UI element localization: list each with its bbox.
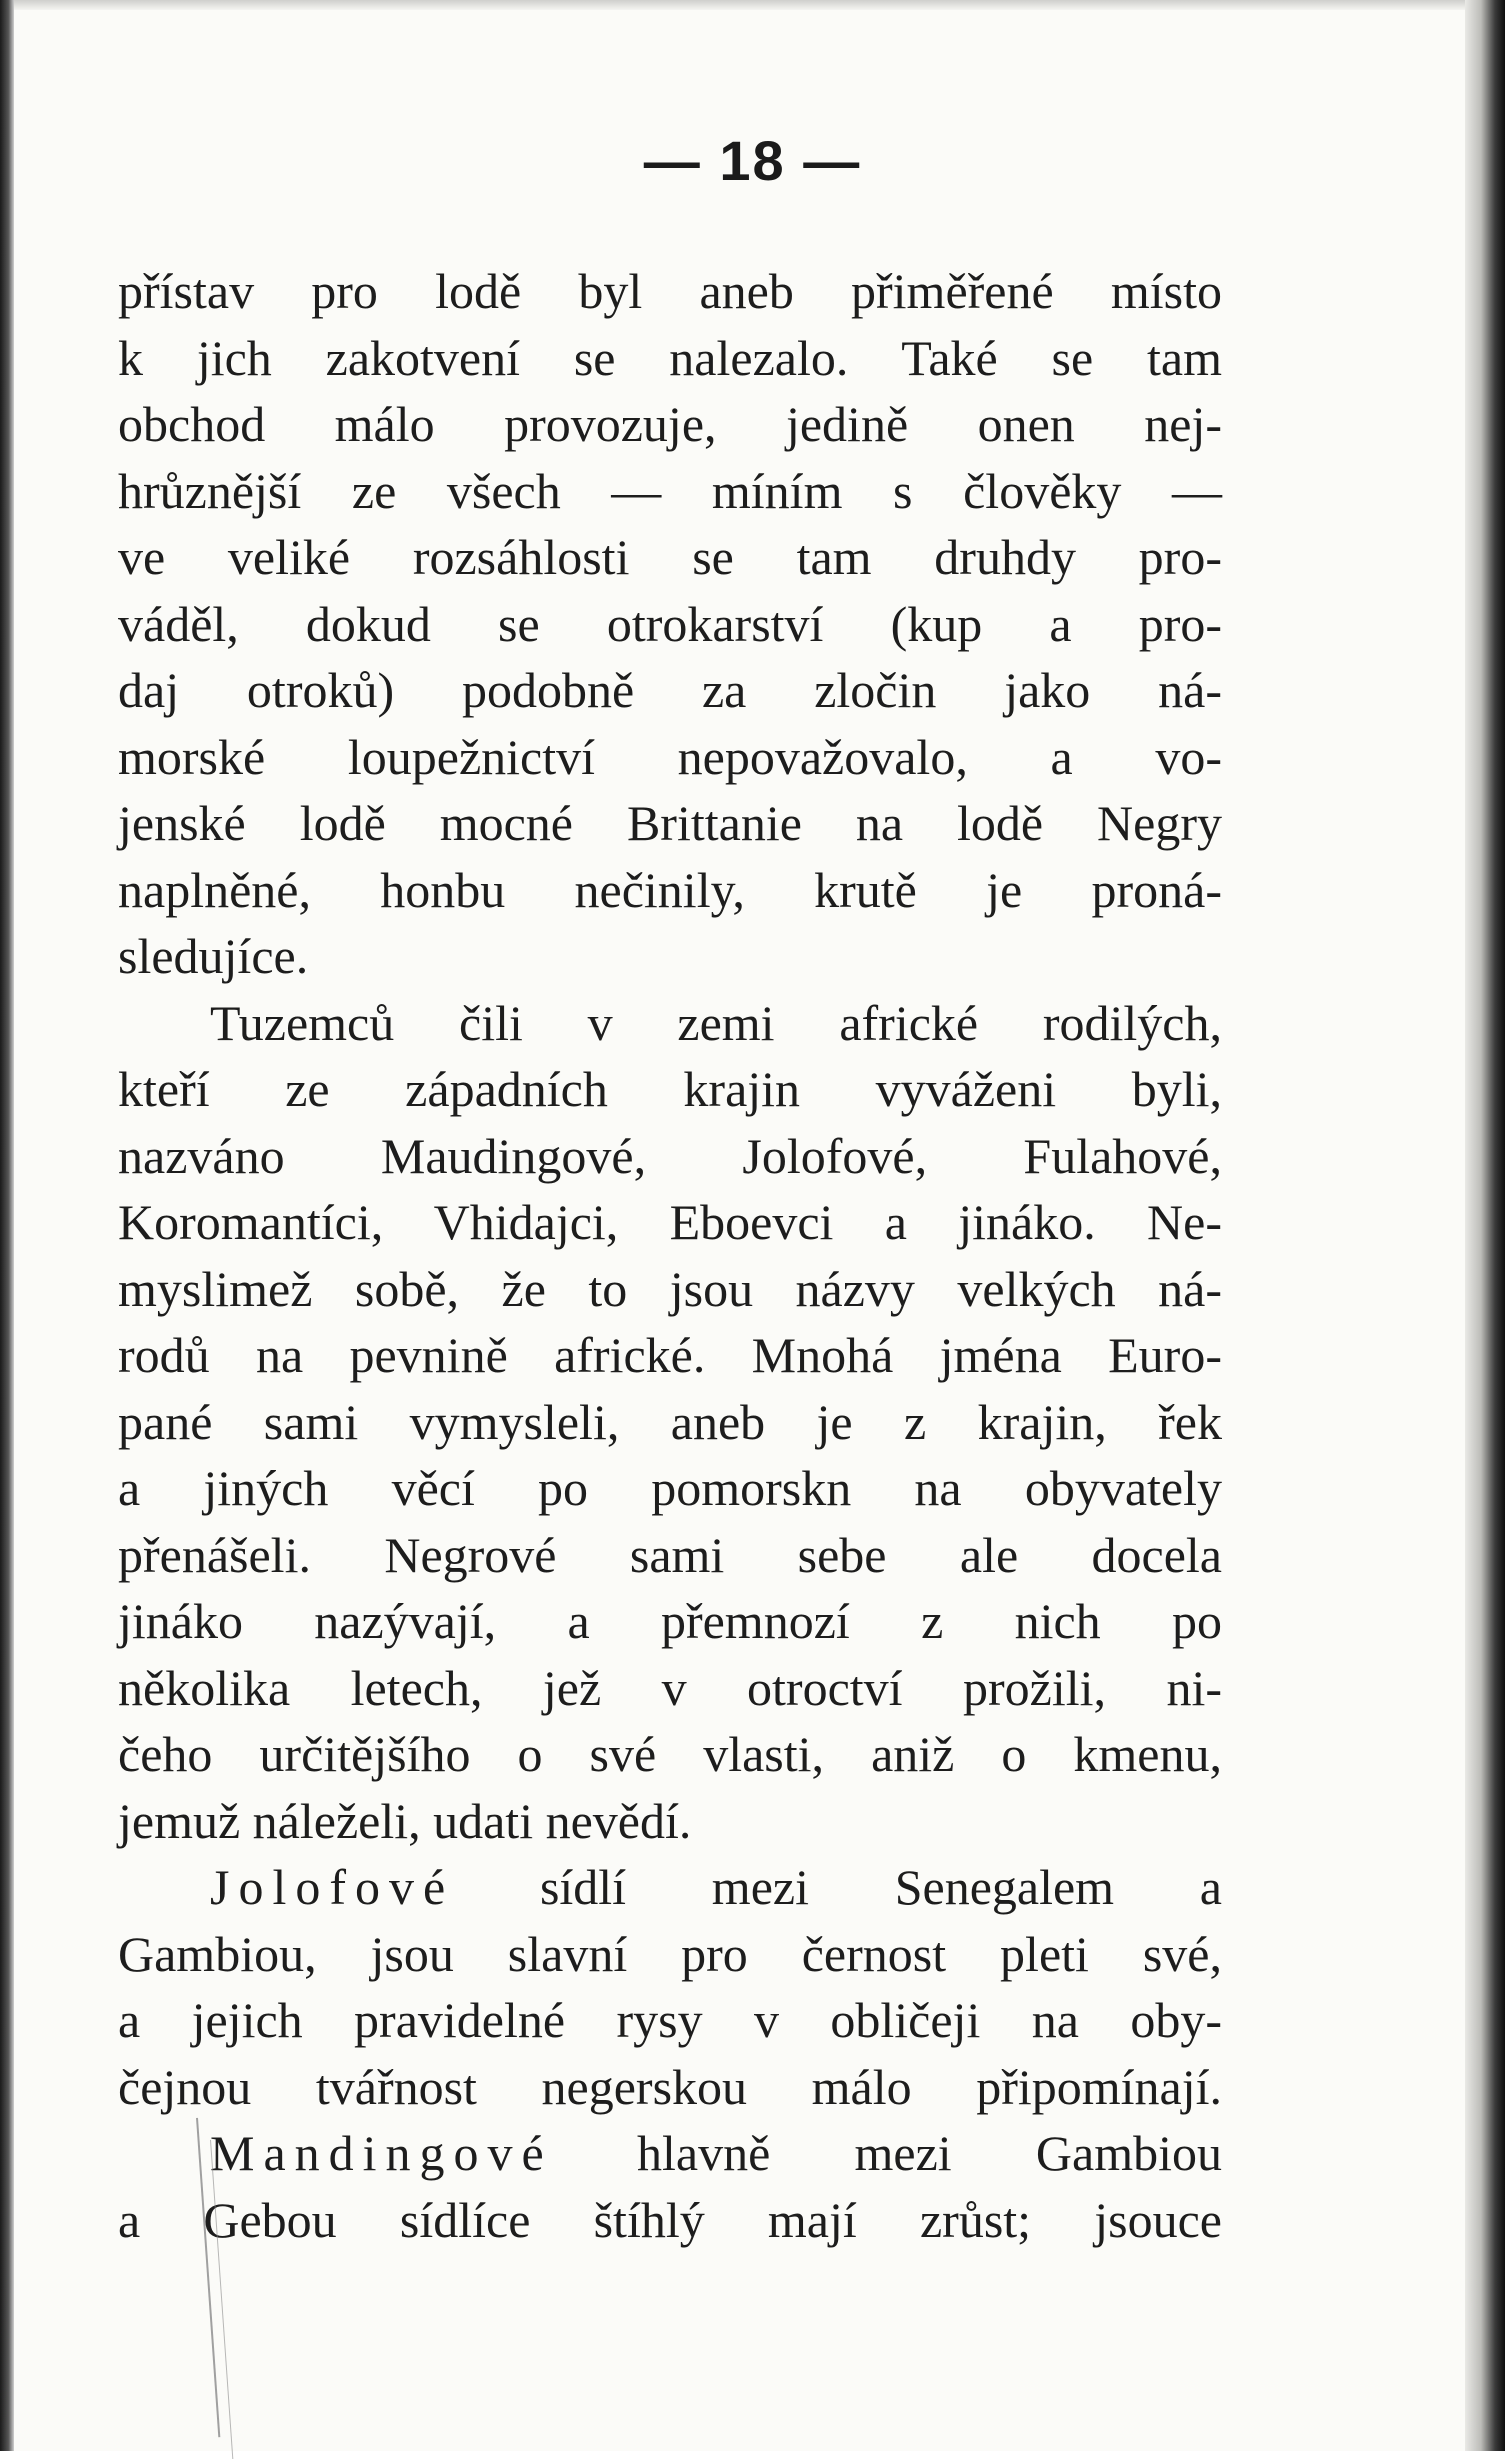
text-line: k jich zakotvení se nalezalo. Také se tam	[118, 329, 1222, 386]
text-line: rodů na pevnině africké. Mnohá jména Euro-	[118, 1327, 1222, 1383]
text-line: Gambiou, jsou slavní pro černost pleti své,	[118, 1925, 1222, 1982]
text-line: hrůznější ze všech — míním s člověky —	[118, 462, 1222, 519]
page-number: — 18 —	[643, 129, 862, 192]
text-line: přenášeli. Negrové sami sebe ale docela	[118, 1526, 1222, 1583]
text-line: jináko nazývají, a přemnozí z nich po	[118, 1593, 1222, 1649]
text-line: naplněné, honbu nečinily, krutě je proná-	[118, 861, 1222, 918]
text-line: Tuzemců čili v zemi africké rodilých,	[210, 994, 1222, 1051]
spaced-term-jolofove: Jolofové	[210, 1859, 455, 1915]
text-line: jemuž náleželi, udati nevědí.	[118, 1792, 692, 1849]
body-text	[118, 258, 1222, 2253]
text-line: ve veliké rozsáhlosti se tam druhdy pro-	[118, 529, 1222, 585]
text-line: nazváno Maudingové, Jolofové, Fulahové,	[118, 1127, 1222, 1184]
page-right-edge	[1465, 0, 1505, 2451]
text-line: váděl, dokud se otrokarství (kup a pro-	[118, 595, 1222, 652]
text-line: pané sami vymysleli, aneb je z krajin, řek	[118, 1393, 1222, 1450]
text-line-with-term	[118, 2120, 1222, 2187]
text-line: kteří ze západních krajin vyváženi byli,	[118, 1061, 1222, 1117]
spaced-term-mandingove: Mandingové	[210, 2125, 553, 2181]
text-line: čejnou tvářnost negerskou málo připomínají.	[118, 2058, 1222, 2115]
text-line: sledujíce.	[118, 928, 309, 984]
text-line: Koromantíci, Vhidajci, Eboevci a jináko. Ne-	[118, 1194, 1222, 1250]
text-line: a jiných věcí po pomorskn na obyvately	[118, 1460, 1222, 1516]
page-top-edge	[0, 0, 1505, 10]
text-line: a Gebou sídlíce štíhlý mají zrůst; jsouce	[118, 2191, 1222, 2248]
page-left-edge	[0, 0, 14, 2451]
text-line: morské loupežnictví nepovažovalo, a vo-	[118, 728, 1222, 785]
text-line: přístav pro lodě byl aneb přiměřené místo	[118, 263, 1222, 319]
text-line: daj otroků) podobně za zločin jako ná-	[118, 662, 1222, 718]
text-line-rest: sídlí mezi Senegalem a	[539, 1859, 1222, 1915]
text-line: čeho určitějšího o své vlasti, aniž o kmenu,	[118, 1726, 1222, 1782]
text-line-rest: hlavně mezi Gambiou	[636, 2125, 1223, 2181]
text-line-with-term	[118, 1854, 1222, 1921]
text-line: několika letech, jež v otroctví prožili, ni-	[118, 1659, 1222, 1716]
text-line: jenské lodě mocné Brittanie na lodě Negry	[118, 795, 1222, 851]
text-line: a jejich pravidelné rysy v obličeji na oby-	[118, 1992, 1222, 2048]
text-line: myslimež sobě, že to jsou názvy velkých ná-	[118, 1260, 1222, 1317]
text-line: obchod málo provozuje, jedině onen nej-	[118, 396, 1222, 452]
